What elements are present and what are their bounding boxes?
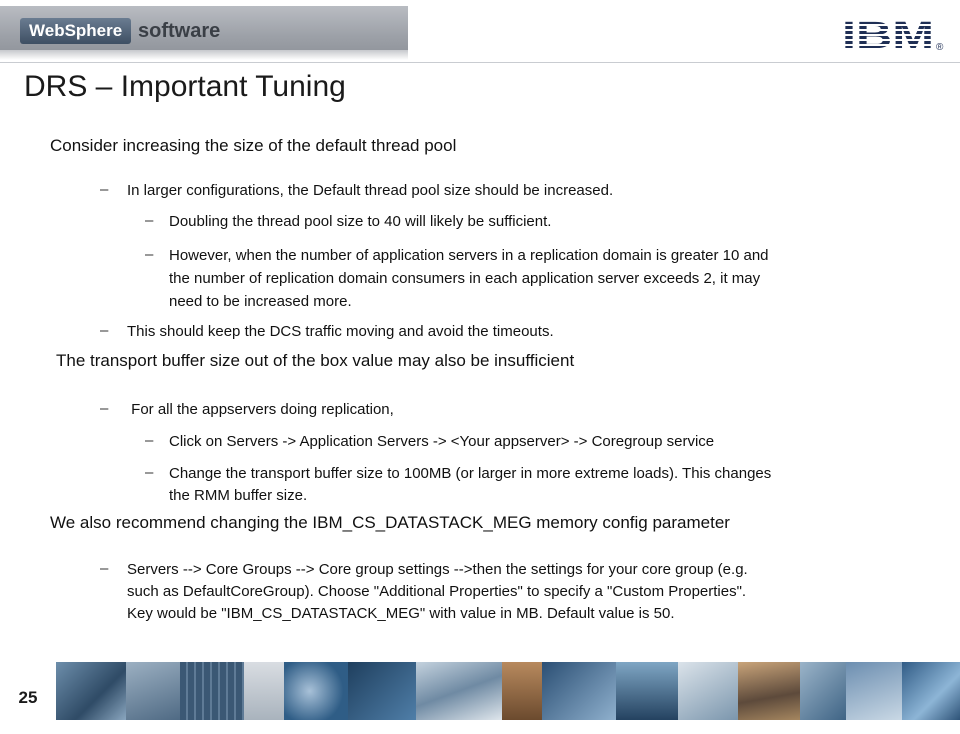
dash-bullet: – <box>100 322 109 339</box>
footer-tile <box>244 662 284 720</box>
dash-bullet: – <box>145 246 154 263</box>
dash-bullet: – <box>145 464 154 481</box>
bullet-level3-line1: Change the transport buffer size to 100MB (or larger in more extreme loads). This changes <box>169 465 772 482</box>
ibm-logo <box>842 16 946 52</box>
page-number: 25 <box>0 662 56 720</box>
footer-tile <box>800 662 846 720</box>
dash-bullet: – <box>100 181 109 198</box>
footer-tile <box>902 662 960 720</box>
footer-tile <box>126 662 180 720</box>
slide-title: DRS – Important Tuning <box>24 70 346 103</box>
registered-mark: ® <box>936 42 944 52</box>
bullet-level3: Click on Servers -> Application Servers -> <Your appserver> -> Coregroup service <box>169 433 715 450</box>
software-wordmark: software <box>138 20 221 42</box>
dash-bullet: – <box>100 400 109 417</box>
footer-image-strip <box>0 662 960 720</box>
footer-tile <box>616 662 678 720</box>
ibm-logo-text: IBM <box>842 16 934 52</box>
footer-tile <box>416 662 502 720</box>
footer-tile <box>348 662 416 720</box>
slide-header <box>0 0 960 62</box>
footer-tile <box>180 662 244 720</box>
websphere-logo: WebSphere <box>20 18 131 44</box>
bullet-level2-line1: Servers --> Core Groups --> Core group settings -->then the settings for your core group (e.g. <box>127 561 748 578</box>
footer-tile <box>846 662 902 720</box>
bullet-level3-line1: However, when the number of application servers in a replication domain is greater 10 and <box>169 247 769 264</box>
footer-tile <box>738 662 800 720</box>
bullet-level3-line2: the RMM buffer size. <box>169 487 308 504</box>
bullet-level1-datastack: We also recommend changing the IBM_CS_DATASTACK_MEG memory config parameter <box>50 513 730 532</box>
bullet-level1-thread-pool: Consider increasing the size of the default thread pool <box>50 136 457 155</box>
dash-bullet: – <box>145 432 154 449</box>
dash-bullet: – <box>100 560 109 577</box>
footer-tile <box>56 662 126 720</box>
bullet-level2: For all the appservers doing replication, <box>127 401 394 418</box>
bullet-level1-transport-buffer: The transport buffer size out of the box value may also be insufficient <box>56 351 575 370</box>
bullet-level2-line3: Key would be "IBM_CS_DATASTACK_MEG" with value in MB. Default value is 50. <box>127 605 675 622</box>
bullet-level3: Doubling the thread pool size to 40 will likely be sufficient. <box>169 213 552 230</box>
bullet-level2: In larger configurations, the Default thread pool size should be increased. <box>127 182 614 199</box>
header-divider <box>0 62 960 63</box>
bullet-level3-line3: need to be increased more. <box>169 293 352 310</box>
bullet-level3-line2: the number of replication domain consumers in each application server exceeds 2, it may <box>169 270 761 287</box>
footer-tile <box>678 662 738 720</box>
bullet-level2-line2: such as DefaultCoreGroup). Choose "Additional Properties" to specify a "Custom Properties". <box>127 583 747 600</box>
bullet-level2: This should keep the DCS traffic moving and avoid the timeouts. <box>127 323 554 340</box>
footer-tile <box>284 662 348 720</box>
dash-bullet: – <box>145 212 154 229</box>
footer-tile <box>542 662 616 720</box>
footer-tile <box>502 662 542 720</box>
